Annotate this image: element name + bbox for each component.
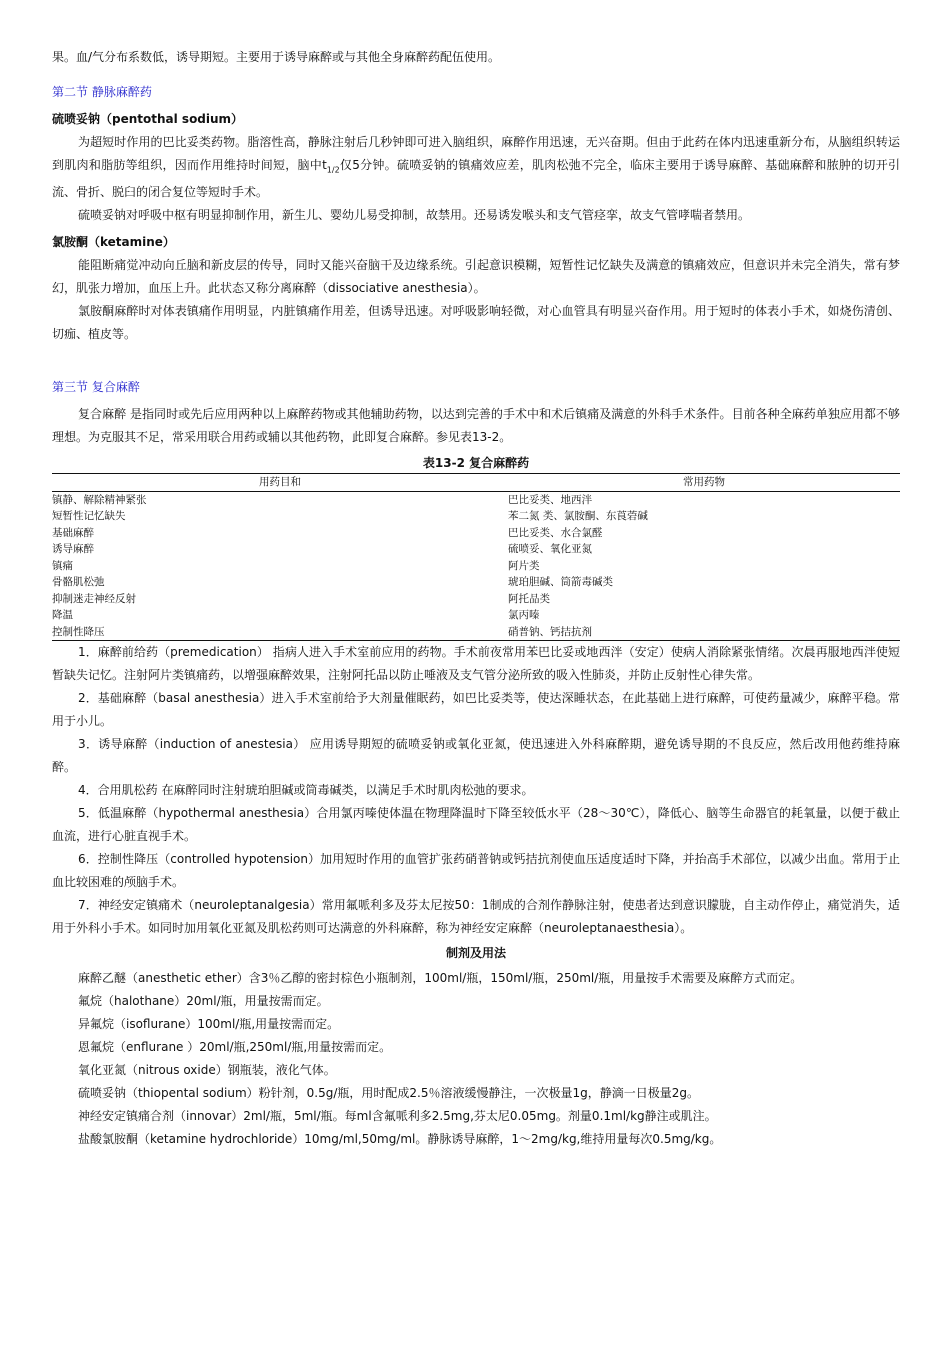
preparation-item: 麻醉乙醚（anesthetic ether）含3％乙醇的密封棕色小瓶制剂，100ml/瓶，150ml/瓶，250ml/瓶，用量按手术需要及麻醉方式而定。 (78, 971, 803, 986)
table-cell-purpose: 短暂性记忆缺失 (52, 510, 126, 523)
ketamine-heading: 氯胺酮（ketamine） (52, 235, 175, 250)
table-header-drugs: 常用药物 (508, 474, 900, 492)
numbered-item-4: 4．合用肌松药 在麻醉同时注射琥珀胆碱或筒毒碱类，以满足手术时肌肉松弛的要求。 (78, 783, 534, 798)
preparation-item: 氧化亚氮（nitrous oxide）钢瓶装，液化气体。 (78, 1063, 336, 1078)
preparation-item: 盐酸氯胺酮（ketamine hydrochloride）10mg/ml,50mg/ml。静脉诱导麻醉，1～2mg/kg,维持用量每次0.5mg/kg。 (78, 1132, 722, 1147)
table-row (52, 591, 900, 608)
table-row (52, 541, 900, 558)
table-cell-purpose: 骨骼肌松弛 (52, 576, 105, 589)
table-cell-drugs: 硝普钠、钙拮抗剂 (508, 624, 900, 641)
table-cell-purpose: 诱导麻醉 (52, 543, 94, 556)
thiopental-paragraph-1 (52, 131, 900, 204)
preparation-item: 神经安定镇痛合剂（innovar）2ml/瓶，5ml/瓶。每ml含氟哌利多2.5mg,芬太尼0.05mg。剂量0.1ml/kg静注或肌注。 (78, 1109, 717, 1124)
table-cell-drugs: 阿托品类 (508, 592, 550, 605)
numbered-item-2: 2．基础麻醉（basal anesthesia）进入手术室前给予大剂量催眠药，如巴比妥类等，使达深睡状态，在此基础上进行麻醉，可使药量减少，麻醉平稳。常用于小儿。 (52, 691, 900, 729)
table-cell-purpose: 控制性降压 (52, 624, 508, 641)
preparation-item: 异氟烷（isoflurane）100ml/瓶,用量按需而定。 (78, 1017, 340, 1032)
numbered-item-1: 1．麻醉前给药（premedication） 指病人进入手术室前应用的药物。手术前夜常用苯巴比妥或地西泮（安定）使病人消除紧张情绪。次晨再服地西泮使短暂缺失记忆。注射阿片类镇痛药，以增强麻醉效果，注射阿托品以防止唾液及支气管分泌所致的吸入性肺炎，并防止反射性心律失常。 (52, 645, 900, 683)
table-row (52, 508, 900, 525)
table-cell-purpose: 抑制迷走神经反射 (52, 592, 136, 605)
compound-anesthesia-table (52, 473, 900, 641)
table-row (52, 558, 900, 575)
table-row (52, 624, 900, 641)
table-title: 表13-2 复合麻醉药 (422, 456, 530, 471)
thiopental-p1-rest: 仅5分钟。硫喷妥钠的镇痛效应差，肌肉松弛不完全，临床主要用于诱导麻醉、基础麻醉和脓肿的切开引流、骨折、脱臼的闭合复位等短时手术。 (52, 158, 900, 200)
table-cell-purpose: 基础麻醉 (52, 526, 94, 539)
table-cell-drugs: 硫喷妥、氧化亚氮 (508, 543, 592, 556)
table-cell-purpose: 降温 (52, 609, 73, 622)
table-cell-drugs: 巴比妥类、水合氯醛 (508, 526, 603, 539)
table-cell-drugs: 苯二氮 类、氯胺酮、东莨菪碱 (508, 510, 648, 523)
table-cell-purpose: 镇静、解除精神紧张 (52, 493, 147, 506)
thiopental-heading: 硫喷妥钠（pentothal sodium） (52, 112, 244, 126)
numbered-item-3: 3．诱导麻醉（induction of anestesia） 应用诱导期短的硫喷妥钠或氧化亚氮，使迅速进入外科麻醉期，避免诱导期的不良反应，然后改用他药维持麻醉。 (52, 737, 900, 775)
ketamine-paragraph-2: 氯胺酮麻醉时对体表镇痛作用明显，内脏镇痛作用差，但诱导迅速。对呼吸影响轻微，对心血管具有明显兴奋作用。用于短时的体表小手术，如烧伤清创、切痂、植皮等。 (52, 304, 900, 342)
section-3-title: 第三节 复合麻醉 (52, 380, 140, 395)
table-cell-drugs: 阿片类 (508, 559, 540, 572)
ketamine-paragraph-1: 能阻断痛觉冲动向丘脑和新皮层的传导，同时又能兴奋脑干及边缘系统。引起意识模糊，短暂性记忆缺失及满意的镇痛效应，但意识并未完全消失，常有梦幻，肌张力增加，血压上升。此状态又称分离麻醉（dissociative anesthesia）。 (52, 258, 900, 296)
table-row (52, 574, 900, 591)
table-cell-purpose: 镇痛 (52, 559, 73, 572)
preparation-item: 硫喷妥钠（thiopental sodium）粉针剂，0.5g/瓶，用时配成2.5％溶液缓慢静注，一次极量1g，静滴一日极量2g。 (78, 1086, 699, 1101)
preparation-item: 恩氟烷（enflurane ）20ml/瓶,250ml/瓶,用量按需而定。 (78, 1040, 392, 1055)
document-page (52, 46, 900, 1151)
table-row (52, 525, 900, 542)
preparations-heading: 制剂及用法 (445, 946, 506, 961)
numbered-item-5: 5．低温麻醉（hypothermal anesthesia）合用氯丙嗪使体温在物理降温时下降至较低水平（28～30℃），降低心、脑等生命器官的耗氧量，以便于截止血流，进行心脏直视手术。 (52, 806, 900, 844)
preparation-item: 氟烷（halothane）20ml/瓶，用量按需而定。 (78, 994, 329, 1009)
table-cell-drugs: 巴比妥类、地西泮 (508, 493, 592, 506)
table-cell-drugs: 氯丙嗪 (508, 609, 540, 622)
thiopental-paragraph-2: 硫喷妥钠对呼吸中枢有明显抑制作用，新生儿、婴幼儿易受抑制，故禁用。还易诱发喉头和支气管痉挛，故支气管哮喘者禁用。 (78, 208, 751, 223)
thiopental-p1-text: 为超短时作用的巴比妥类药物。脂溶性高，静脉注射后几秒钟即可进入脑组织，麻醉作用迅速，无兴奋期。但由于此药在体内迅速重新分布，从脑组织转运到肌肉和脂肪等组织，因而作用维持时间短，脑中t (52, 135, 900, 172)
intro-line: 果。血/气分布系数低，诱导期短。主要用于诱导麻醉或与其他全身麻醉药配伍使用。 (52, 50, 501, 64)
numbered-item-7: 7．神经安定镇痛术（neuroleptanalgesia）常用氟哌利多及芬太尼按50：1制成的合剂作静脉注射，使患者达到意识朦胧，自主动作停止，痛觉消失，适用于外科小手术。如同时加用氧化亚氮及肌松药则可达满意的外科麻醉，称为神经安定麻醉（neuroleptanaesthesia）。 (52, 898, 900, 936)
half-life-subscript: 1/2 (326, 165, 340, 175)
section-3-paragraph: 复合麻醉 是指同时或先后应用两种以上麻醉药物或其他辅助药物，以达到完善的手术中和术后镇痛及满意的外科手术条件。目前各种全麻药单独应用都不够理想。为克服其不足，常采用联合用药或辅以其他药物，此即复合麻醉。参见表13-2。 (52, 407, 900, 445)
table-cell-drugs: 琥珀胆碱、筒箭毒碱类 (508, 576, 613, 589)
section-gap (52, 346, 900, 364)
table-row (52, 491, 900, 508)
table-row (52, 607, 900, 624)
table-header-row (52, 474, 900, 492)
numbered-item-6: 6．控制性降压（controlled hypotension）加用短时作用的血管扩张药硝普钠或钙拮抗剂使血压适度适时下降，并抬高手术部位，以减少出血。常用于止血比较困难的颅脑手术。 (52, 852, 900, 890)
section-2-title: 第二节 静脉麻醉药 (52, 85, 152, 99)
table-header-purpose: 用药目和 (52, 474, 508, 492)
